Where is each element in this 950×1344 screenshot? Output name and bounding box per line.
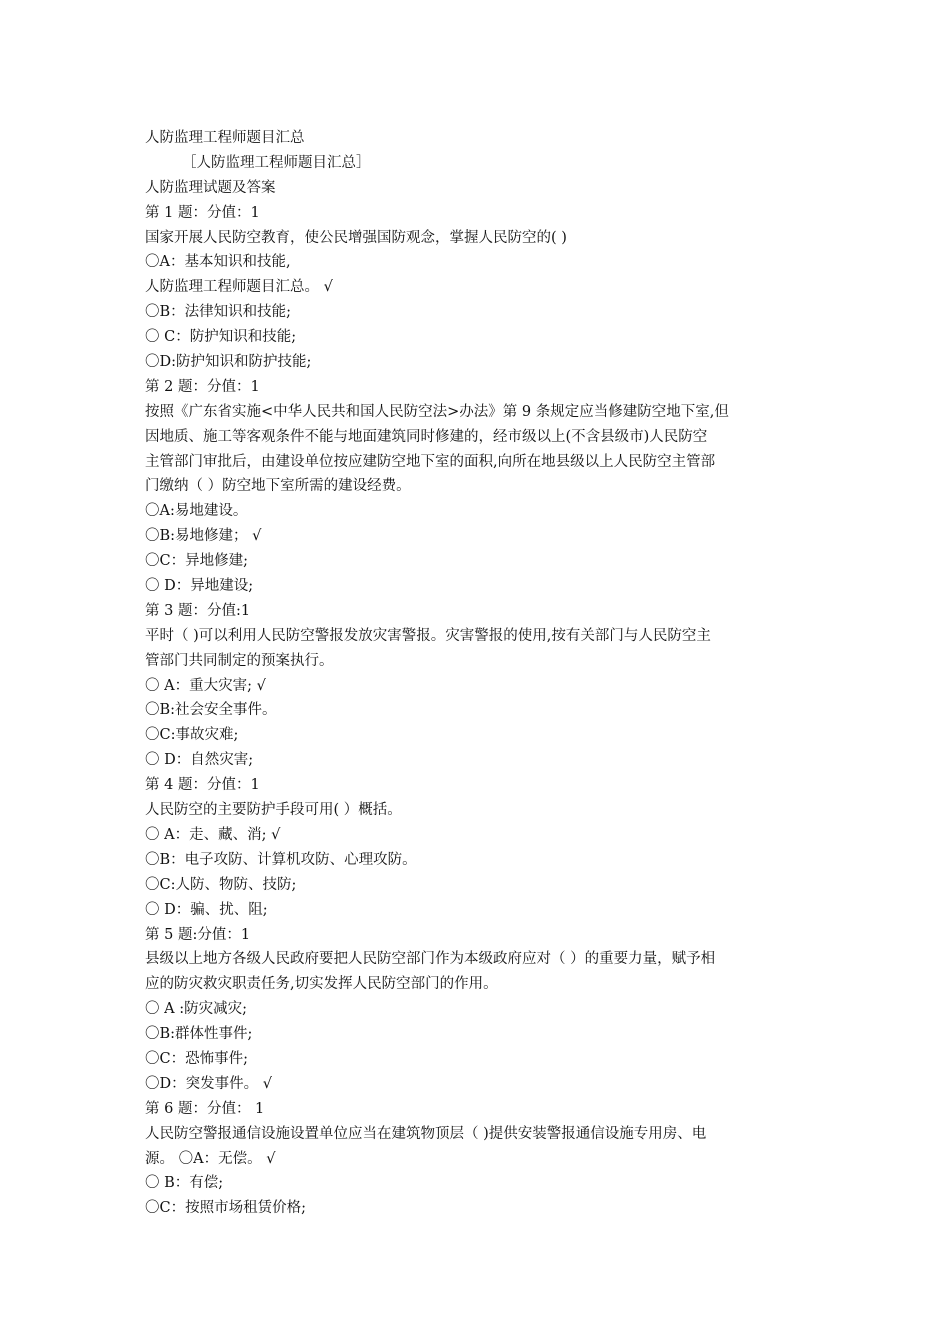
question-header: 第 1 题：分值：1: [145, 204, 260, 221]
answer-option: 〇 D：自然灾害;: [145, 752, 254, 769]
answer-option: 〇C:事故灾难;: [145, 727, 239, 744]
answer-option: 〇C：异地修建;: [145, 553, 248, 570]
question-list: [145, 201, 815, 1222]
answer-option: 〇C:人防、物防、技防;: [145, 876, 297, 893]
question-5: [145, 923, 815, 1097]
question-stem-line: 国家开展人民防空教育，使公民增强国防观念，掌握人民防空的( ): [145, 229, 567, 246]
answer-option: 〇 B：有偿;: [145, 1175, 224, 1192]
question-header: 第 2 题：分值：1: [145, 378, 260, 395]
question-6: [145, 1097, 815, 1221]
question-header: 第 5 题:分值：1: [145, 926, 251, 943]
answer-option: 〇A:易地建设。: [145, 503, 248, 520]
answer-option: 〇B：法律知识和技能;: [145, 304, 292, 321]
answer-option: 〇D:防护知识和防护技能;: [145, 354, 312, 371]
question-stem-line: 因地质、施工等客观条件不能与地面建筑同时修建的，经市级以上(不含县级市)人民防空: [145, 428, 708, 445]
question-1: [145, 201, 815, 375]
answer-option: 〇B:易地修建； √: [145, 528, 262, 545]
document-title: 人防监理工程师题目汇总: [145, 130, 305, 146]
question-stem-line: 源。 〇A：无偿。 √: [145, 1150, 276, 1167]
question-stem-line: 应的防灾救灾职责任务,切实发挥人民防空部门的作用。: [145, 976, 498, 993]
answer-option: 〇 D：骗、扰、阻;: [145, 901, 268, 918]
answer-option: 〇 D：异地建设;: [145, 578, 254, 595]
answer-option: 〇B:社会安全事件。: [145, 702, 277, 719]
question-stem-line: 门缴纳（ ）防空地下室所需的建设经费。: [145, 478, 411, 495]
answer-option: 〇B:群体性事件;: [145, 1026, 253, 1043]
question-2: [145, 375, 815, 599]
question-3: [145, 599, 815, 773]
answer-option: 〇C：按照市场租赁价格;: [145, 1200, 306, 1217]
question-stem-line: 平时（ )可以利用人民防空警报发放灾害警报。灾害警报的使用,按有关部门与人民防空主: [145, 627, 711, 644]
document-heading: 人防监理试题及答案: [145, 179, 276, 196]
question-header: 第 6 题：分值： 1: [145, 1100, 265, 1117]
question-stem-line: 按照《广东省实施<中华人民共和国人民防空法>办法》第 9 条规定应当修建防空地下室,但: [145, 403, 729, 420]
answer-option: 〇 C：防护知识和技能;: [145, 329, 297, 346]
answer-option: 〇B：电子攻防、计算机攻防、心理攻防。: [145, 851, 417, 868]
answer-option: 〇 A：重大灾害; √: [145, 677, 266, 694]
answer-option: 〇A：基本知识和技能,: [145, 254, 291, 271]
question-stem-line: 主管部门审批后，由建设单位按应建防空地下室的面积,向所在地县级以上人民防空主管部: [145, 453, 716, 470]
question-stem-line: 人民防空的主要防护手段可用( ）概括。: [145, 802, 402, 819]
answer-option: 〇 A :防灾减灾;: [145, 1001, 247, 1018]
question-stem-line: 县级以上地方各级人民政府要把人民防空部门作为本级政府应对（ ）的重要力量，赋予相: [145, 951, 716, 968]
question-4: [145, 773, 815, 922]
answer-option: 〇 A：走、藏、消; √: [145, 826, 281, 843]
question-header: 第 3 题：分值:1: [145, 602, 251, 619]
question-header: 第 4 题：分值：1: [145, 777, 260, 794]
document-subtitle: ［人防监理工程师题目汇总］: [182, 154, 371, 171]
question-stem-line: 管部门共同制定的预案执行。: [145, 652, 334, 669]
document-page: [145, 126, 815, 1221]
answer-option: 〇D：突发事件。 √: [145, 1075, 272, 1092]
answer-option: 人防监理工程师题目汇总。 √: [145, 279, 333, 296]
answer-option: 〇C：恐怖事件;: [145, 1050, 248, 1067]
question-stem-line: 人民防空警报通信设施设置单位应当在建筑物顶层（ )提供安装警报通信设施专用房、电: [145, 1125, 707, 1142]
